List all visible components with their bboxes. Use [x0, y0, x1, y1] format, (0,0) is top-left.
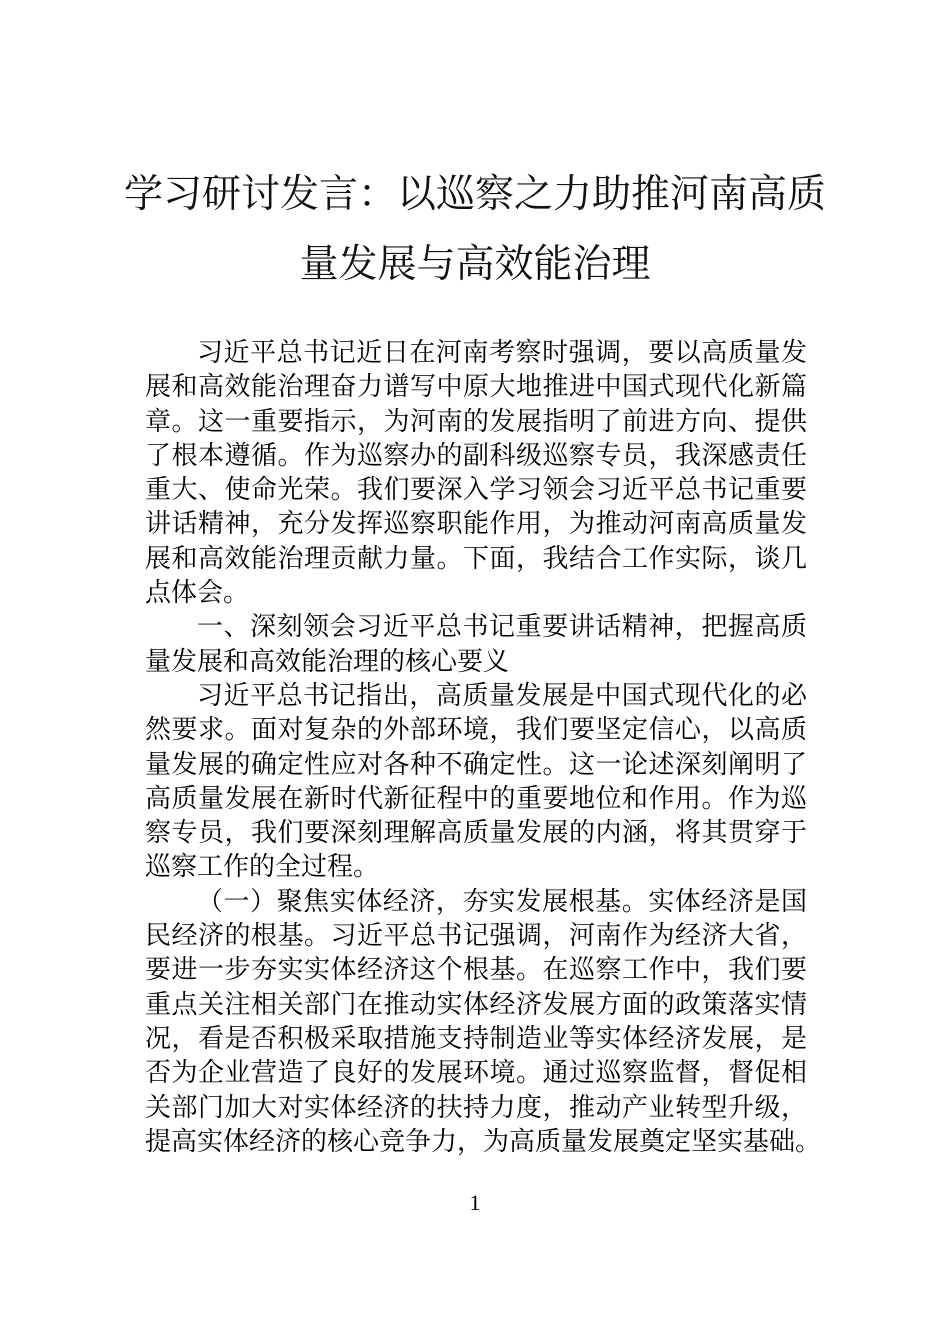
text-line: 重大、使命光荣。我们要深入学习领会习近平总书记重要: [145, 475, 807, 506]
text-line: 展和高效能治理奋力谱写中原大地推进中国式现代化新篇: [145, 372, 807, 403]
paragraph: [145, 679, 807, 885]
text-line: 巡察工作的全过程。: [145, 852, 380, 883]
text-line: 察专员，我们要深刻理解高质量发展的内涵，将其贯穿于: [145, 818, 807, 849]
text-line: 量发展和高效能治理的核心要义: [145, 646, 510, 677]
text-line: 习近平总书记指出，高质量发展是中国式现代化的必: [197, 680, 807, 711]
text-line: 高质量发展在新时代新征程中的重要地位和作用。作为巡: [145, 783, 807, 814]
text-line: 况，看是否积极采取措施支持制造业等实体经济发展，是: [145, 1023, 807, 1054]
text-line: 否为企业营造了良好的发展环境。通过巡察监督，督促相: [145, 1058, 807, 1089]
text-line: 了根本遵循。作为巡察办的副科级巡察专员，我深感责任: [145, 440, 807, 471]
text-line: 展和高效能治理贡献力量。下面，我结合工作实际，谈几: [145, 543, 807, 574]
text-line: 民经济的根基。习近平总书记强调，河南作为经济大省，: [145, 921, 807, 952]
text-line: （一）聚焦实体经济，夯实发展根基。实体经济是国: [197, 886, 807, 917]
text-line: 量发展的确定性应对各种不确定性。这一论述深刻阐明了: [145, 749, 807, 780]
document-title: [0, 160, 950, 300]
title-line: 量发展与高效能治理: [299, 242, 651, 287]
paragraph: [145, 336, 807, 610]
text-line: 章。这一重要指示，为河南的发展指明了前进方向、提供: [145, 406, 807, 437]
section-heading: [145, 610, 807, 679]
text-line: 关部门加大对实体经济的扶持力度，推动产业转型升级，: [145, 1092, 807, 1123]
text-line: 讲话精神，充分发挥巡察职能作用，为推动河南高质量发: [145, 509, 807, 540]
document-body: [145, 336, 822, 1159]
text-line: 然要求。面对复杂的外部环境，我们要坚定信心，以高质: [145, 715, 807, 746]
text-line: 提高实体经济的核心竞争力，为高质量发展奠定坚实基础。: [145, 1126, 822, 1157]
text-line: 重点关注相关部门在推动实体经济发展方面的政策落实情: [145, 989, 807, 1020]
page-number: 1: [469, 1190, 481, 1215]
text-line: 要进一步夯实实体经济这个根基。在巡察工作中，我们要: [145, 955, 807, 986]
title-line: 学习研讨发言：以巡察之力助推河南高质: [123, 172, 826, 217]
text-line: 一、深刻领会习近平总书记重要讲话精神，把握高质: [197, 612, 807, 643]
text-line: 习近平总书记近日在河南考察时强调，要以高质量发: [197, 338, 807, 368]
paragraph: [145, 885, 822, 1159]
text-line: 点体会。: [145, 578, 250, 609]
